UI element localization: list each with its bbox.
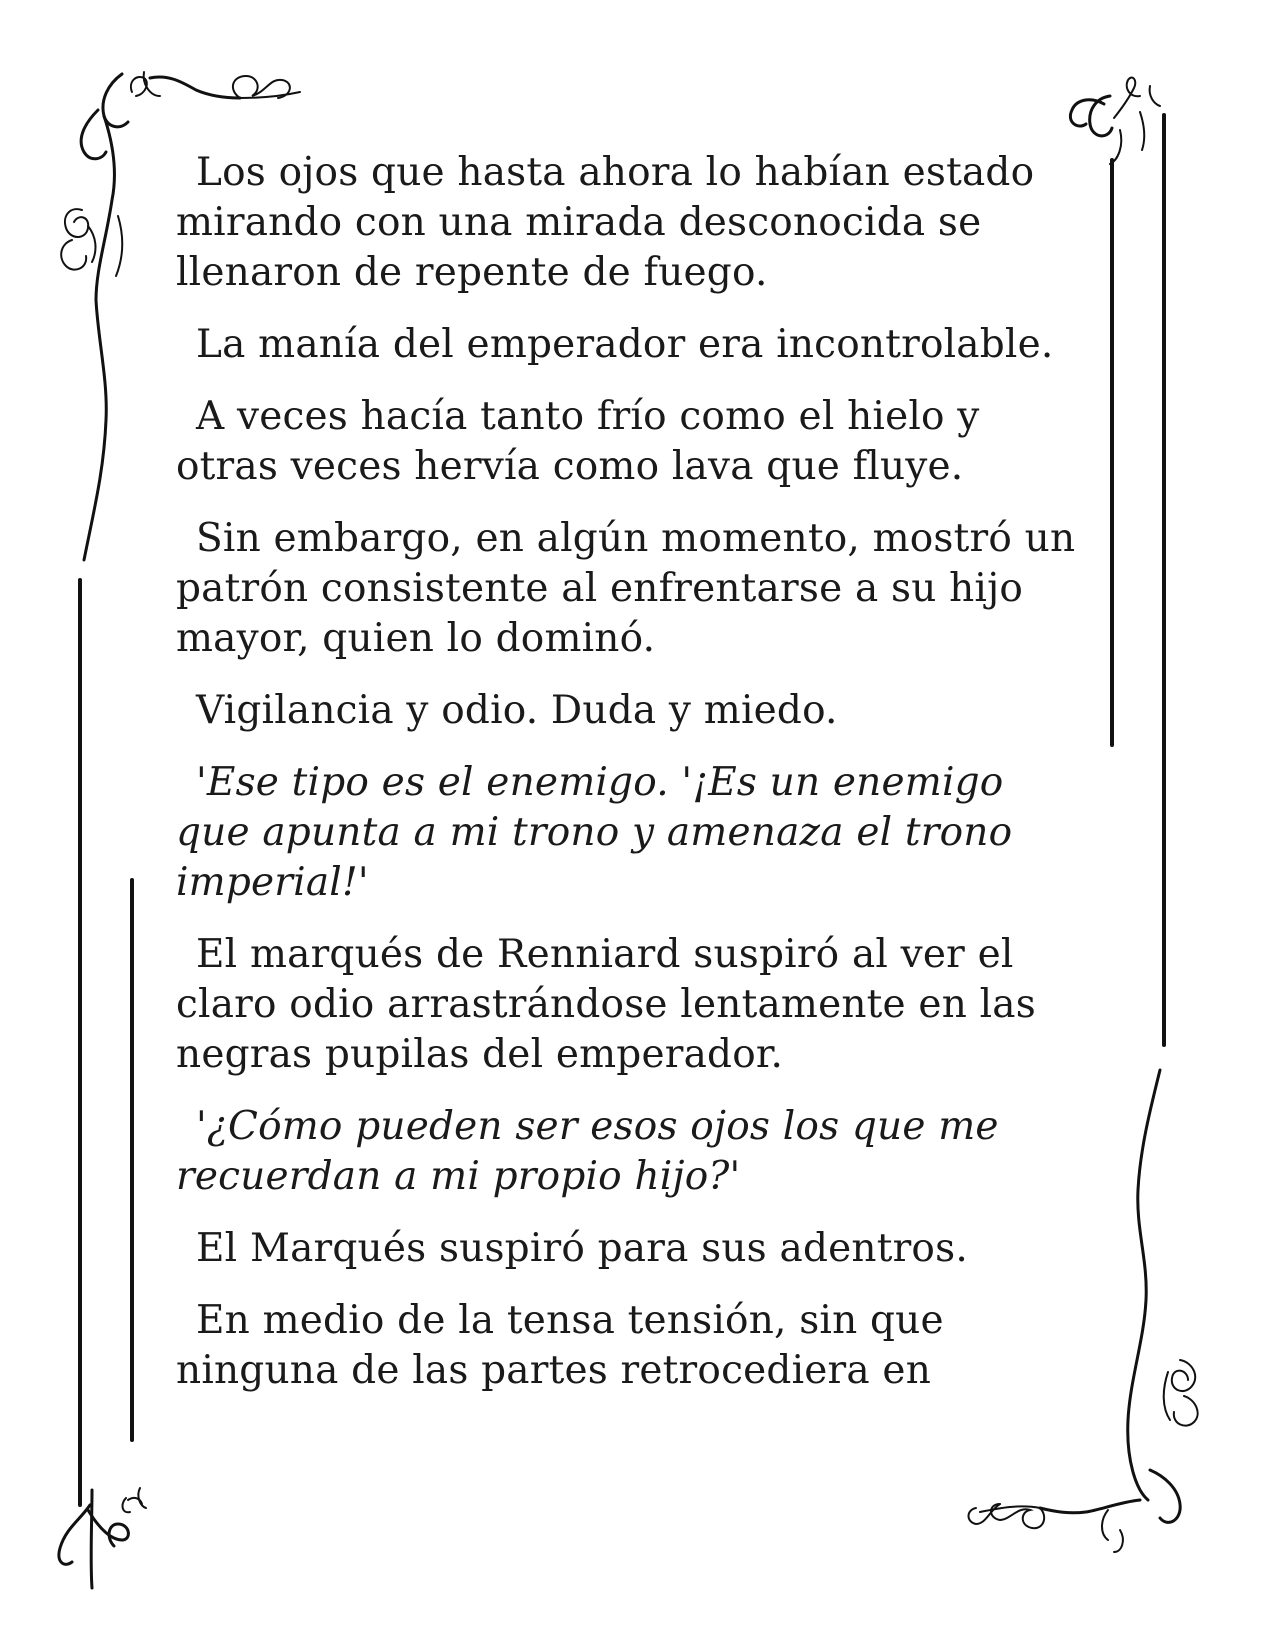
paragraph-2: La manía del emperador era incontrolable.	[196, 322, 1054, 367]
body-text	[176, 148, 1076, 1418]
paragraph-7: El marqués de Renniard suspiró al ver el claro odio arrastrándose lentamente en las negras pupilas del emperador.	[176, 932, 1036, 1077]
paragraph-1: Los ojos que hasta ahora lo habían estado mirando con una mirada desconocida se llenaron de repente de fuego.	[176, 150, 1035, 295]
paragraph-8-thought: '¿Cómo pueden ser esos ojos los que me recuerdan a mi propio hijo?'	[176, 1104, 999, 1199]
paragraph-6-thought: 'Ese tipo es el enemigo. '¡Es un enemigo que apunta a mi trono y amenaza el trono imperial!'	[176, 760, 1013, 905]
paragraph-5: Vigilancia y odio. Duda y miedo.	[196, 688, 838, 733]
flourish-bottom-left-icon	[59, 1488, 146, 1588]
paragraph-10: En medio de la tensa tensión, sin que ninguna de las partes retrocediera en	[176, 1298, 944, 1393]
paragraph-4: Sin embargo, en algún momento, mostró un patrón consistente al enfrentarse a su hijo mayor, quien lo dominó.	[176, 516, 1076, 661]
flourish-top-right-icon	[1070, 78, 1160, 164]
paragraph-9: El Marqués suspiró para sus adentros.	[196, 1226, 968, 1271]
paragraph-3: A veces hacía tanto frío como el hielo y otras veces hervía como lava que fluye.	[176, 394, 980, 489]
